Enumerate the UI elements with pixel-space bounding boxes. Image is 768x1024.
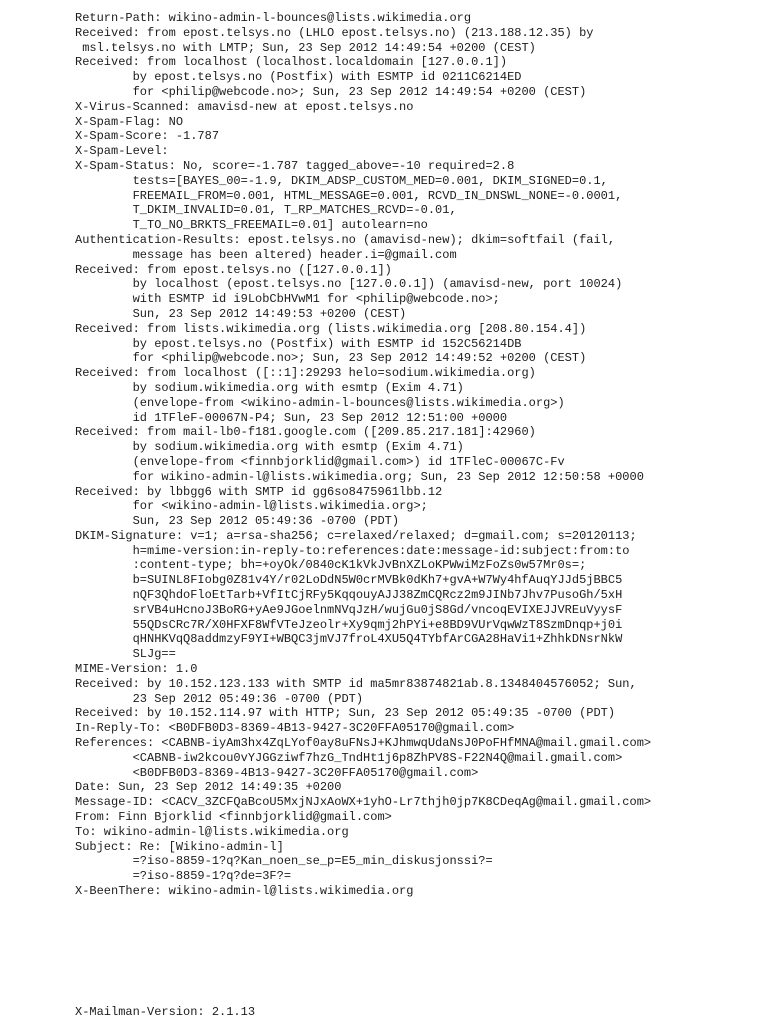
header-line: tests=[BAYES_00=-1.9, DKIM_ADSP_CUSTOM_MED=0.001, DKIM_SIGNED=0.1, — [75, 173, 608, 188]
header-line: 55QDsCRc7R/X0HFXF8WfVTeJzeolr+Xy9qmj2hPYi+e8BD9VUrVqwWzT8SzmDnqp+j0i — [75, 617, 623, 632]
header-line: X-Spam-Flag: NO — [75, 114, 184, 129]
header-line: :content-type; bh=+oyOk/0840cK1kVkJvBnXZLoKPWwiMzFoZs0w57Mr0s=; — [75, 558, 587, 573]
header-line: Received: from epost.telsys.no ([127.0.0.1]) — [75, 262, 392, 277]
header-line: h=mime-version:in-reply-to:references:date:message-id:subject:from:to — [75, 543, 630, 558]
header-line: by sodium.wikimedia.org with esmtp (Exim 4.71) — [75, 440, 464, 455]
header-line: Received: from mail-lb0-f181.google.com ([209.85.217.181]:42960) — [75, 425, 536, 440]
header-line: X-Spam-Status: No, score=-1.787 tagged_above=-10 required=2.8 — [75, 158, 515, 173]
header-line: In-Reply-To: <B0DFB0D3-8369-4B13-9427-3C20FFA05170@gmail.com> — [75, 721, 515, 736]
header-line: Received: by 10.152.114.97 with HTTP; Sun, 23 Sep 2012 05:49:35 -0700 (PDT) — [75, 706, 616, 721]
header-line: for wikino-admin-l@lists.wikimedia.org; Sun, 23 Sep 2012 12:50:58 +0000 — [75, 469, 644, 484]
header-line: Return-Path: wikino-admin-l-bounces@lists.wikimedia.org — [75, 11, 472, 25]
header-line: message has been altered) header.i=@gmail.com — [75, 247, 457, 262]
header-line: References: <CABNB-iyAm3hx4ZqLYof0ay8uFNsJ+KJhmwqUdaNsJ0PoFHfMNA@mail.gmail.com> — [75, 736, 652, 751]
header-line: srVB4uHcnoJ3BoRG+yAe9JGoelnmNVqJzH/wujGu0jS8Gd/vncoqEVIXEJJVREuVyysF — [75, 602, 623, 617]
header-line: by sodium.wikimedia.org with esmtp (Exim 4.71) — [75, 380, 464, 395]
header-line: =?iso-8859-1?q?Kan_noen_se_p=E5_min_diskusjonssi?= — [75, 854, 493, 869]
header-line: MIME-Version: 1.0 — [75, 662, 198, 677]
header-line: for <wikino-admin-l@lists.wikimedia.org>; — [75, 499, 428, 514]
header-line: qHNHKVqQ8addmzyF9YI+WBQC3jmVJ7froL4XU5Q4TYbfArCGA28HaVi1+ZhhkDNsrNkW — [75, 632, 623, 647]
header-line: DKIM-Signature: v=1; a=rsa-sha256; c=relaxed/relaxed; d=gmail.com; s=20120113; — [75, 528, 637, 543]
header-line: T_TO_NO_BRKTS_FREEMAIL=0.01] autolearn=no — [75, 218, 428, 233]
header-line: id 1TFleF-00067N-P4; Sun, 23 Sep 2012 12:51:00 +0000 — [75, 410, 508, 425]
header-line: b=SUINL8FIobg0Z81v4Y/r02LoDdN5W0crMVBk0dKh7+gvA+W7Wy4hfAuqYJJd5jBBC5 — [75, 573, 623, 588]
header-line: Sun, 23 Sep 2012 05:49:36 -0700 (PDT) — [75, 514, 400, 529]
header-line: =?iso-8859-1?q?de=3F?= — [75, 869, 292, 884]
header-line: T_DKIM_INVALID=0.01, T_RP_MATCHES_RCVD=-0.01, — [75, 203, 457, 218]
header-line: Sun, 23 Sep 2012 14:49:53 +0200 (CEST) — [75, 306, 407, 321]
header-line: for <philip@webcode.no>; Sun, 23 Sep 2012 14:49:52 +0200 (CEST) — [75, 351, 587, 366]
header-line: X-Spam-Level: — [75, 144, 169, 159]
header-line: From: Finn Bjorklid <finnbjorklid@gmail.com> — [75, 810, 392, 825]
header-line: by localhost (epost.telsys.no [127.0.0.1]) (amavisd-new, port 10024) — [75, 277, 623, 292]
header-line: by epost.telsys.no (Postfix) with ESMTP id 152C56214DB — [75, 336, 522, 351]
header-line: FREEMAIL_FROM=0.001, HTML_MESSAGE=0.001, RCVD_IN_DNSWL_NONE=-0.0001, — [75, 188, 623, 203]
email-raw-headers — [75, 11, 651, 899]
header-line: Message-ID: <CACV_3ZCFQaBcoU5MxjNJxAoWX+1yhO-Lr7thjh0jp7K8CDeqAg@mail.gmail.com> — [75, 795, 652, 810]
header-line: (envelope-from <finnbjorklid@gmail.com>) id 1TFleC-00067C-Fv — [75, 454, 565, 469]
header-line: Subject: Re: [Wikino-admin-l] — [75, 839, 284, 854]
header-line: X-Spam-Score: -1.787 — [75, 129, 220, 144]
header-line: nQF3QhdoFloEtTarb+VfItCjRFy5KqqouyAJJ38ZmCQRcz2m9JINb7Jhv7PusoGh/5xH — [75, 588, 623, 603]
header-line: msl.telsys.no with LMTP; Sun, 23 Sep 2012 14:49:54 +0200 (CEST) — [75, 40, 536, 55]
header-line: X-BeenThere: wikino-admin-l@lists.wikimedia.org — [75, 884, 414, 899]
header-line: Received: from localhost (localhost.localdomain [127.0.0.1]) — [75, 55, 508, 70]
header-line: by epost.telsys.no (Postfix) with ESMTP id 0211C6214ED — [75, 70, 522, 85]
header-line: Received: by 10.152.123.133 with SMTP id ma5mr83874821ab.8.1348404576052; Sun, — [75, 676, 637, 691]
header-line: SLJg== — [75, 647, 176, 662]
header-line: <B0DFB0D3-8369-4B13-9427-3C20FFA05170@gmail.com> — [75, 765, 479, 780]
header-line: Received: by lbbgg6 with SMTP id gg6so8475961lbb.12 — [75, 484, 443, 499]
header-line: To: wikino-admin-l@lists.wikimedia.org — [75, 824, 349, 839]
header-line: <CABNB-iw2kcou0vYJGGziwf7hzG_TndHt1j6p8ZhPV8S-F22N4Q@mail.gmail.com> — [75, 750, 623, 765]
header-line: Received: from lists.wikimedia.org (lists.wikimedia.org [208.80.154.4]) — [75, 321, 587, 336]
header-line: Received: from localhost ([::1]:29293 helo=sodium.wikimedia.org) — [75, 366, 536, 381]
header-line: Date: Sun, 23 Sep 2012 14:49:35 +0200 — [75, 780, 342, 795]
header-line: (envelope-from <wikino-admin-l-bounces@lists.wikimedia.org>) — [75, 395, 565, 410]
header-line: Authentication-Results: epost.telsys.no (amavisd-new); dkim=softfail (fail, — [75, 232, 616, 247]
header-line: X-Virus-Scanned: amavisd-new at epost.telsys.no — [75, 99, 414, 114]
header-line: for <philip@webcode.no>; Sun, 23 Sep 2012 14:49:54 +0200 (CEST) — [75, 84, 587, 99]
header-line: with ESMTP id i9LobCbHVwM1 for <philip@webcode.no>; — [75, 292, 500, 307]
header-line: Received: from epost.telsys.no (LHLO epost.telsys.no) (213.188.12.35) by — [75, 25, 594, 40]
header-line: 23 Sep 2012 05:49:36 -0700 (PDT) — [75, 691, 364, 706]
x-mailman-version-line: X-Mailman-Version: 2.1.13 — [75, 1005, 256, 1019]
